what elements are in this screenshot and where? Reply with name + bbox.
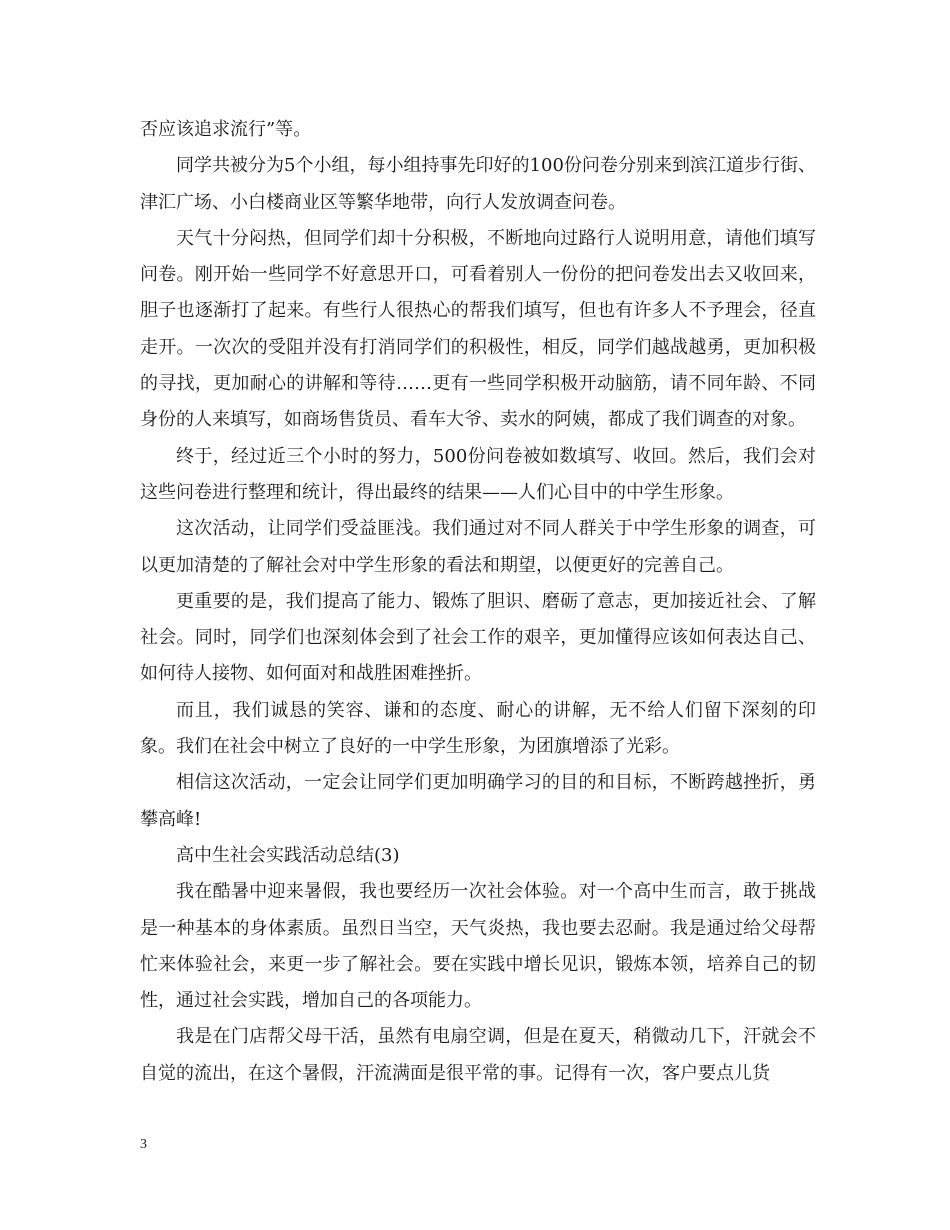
- document-body: [140, 112, 816, 1092]
- paragraph: 我在酷暑中迎来暑假，我也要经历一次社会体验。对一个高中生而言，敢于挑战是一种基本的身体素质。虽烈日当空，天气炎热，我也要去忍耐。我是通过给父母帮忙来体验社会，来更一步了解社会。要在实践中增长见识，锻炼本领，培养自己的韧性，通过社会实践，增加自己的各项能力。: [140, 881, 816, 1012]
- page-number: 3: [140, 1137, 147, 1152]
- paragraph: 同学共被分为5个小组，每小组持事先印好的100份问卷分别来到滨江道步行街、津汇广场、小白楼商业区等繁华地带，向行人发放调查问卷。: [140, 155, 816, 213]
- paragraph: 相信这次活动，一定会让同学们更加明确学习的目的和目标，不断跨越挫折，勇攀高峰!: [140, 772, 816, 830]
- paragraph: 天气十分闷热，但同学们却十分积极，不断地向过路行人说明用意，请他们填写问卷。刚开始一些同学不好意思开口，可看着别人一份份的把问卷发出去又收回来，胆子也逐渐打了起来。有些行人很热心的帮我们填写，但也有许多人不予理会，径直走开。一次次的受阻并没有打消同学们的积极性，相反，同学们越战越勇，更加积极的寻找，更加耐心的讲解和等待……更有一些同学积极开动脑筋，请不同年龄、不同身份的人来填写，如商场售货员、看车大爷、卖水的阿姨，都成了我们调查的对象。: [140, 227, 816, 431]
- paragraph: 我是在门店帮父母干活，虽然有电扇空调，但是在夏天，稍微动几下，汗就会不自觉的流出，在这个暑假，汗流满面是很平常的事。记得有一次，客户要点儿货: [140, 1026, 816, 1084]
- paragraph: 这次活动，让同学们受益匪浅。我们通过对不同人群关于中学生形象的调查，可以更加清楚的了解社会对中学生形象的看法和期望，以便更好的完善自己。: [140, 518, 816, 576]
- paragraph: 终于，经过近三个小时的努力，500份问卷被如数填写、收回。然后，我们会对这些问卷进行整理和统计，得出最终的结果——人们心目中的中学生形象。: [140, 445, 816, 503]
- paragraph: 否应该追求流行”等。: [140, 119, 312, 140]
- paragraph: 更重要的是，我们提高了能力、锻炼了胆识、磨砺了意志，更加接近社会、了解社会。同时，同学们也深刻体会到了社会工作的艰辛，更加懂得应该如何表达自己、如何待人接物、如何面对和战胜困难挫折。: [140, 590, 816, 685]
- paragraph: 而且，我们诚恳的笑容、谦和的态度、耐心的讲解，无不给人们留下深刻的印象。我们在社会中树立了良好的一中学生形象，为团旗增添了光彩。: [140, 699, 816, 758]
- section-heading: 高中生社会实践活动总结(3): [176, 844, 400, 866]
